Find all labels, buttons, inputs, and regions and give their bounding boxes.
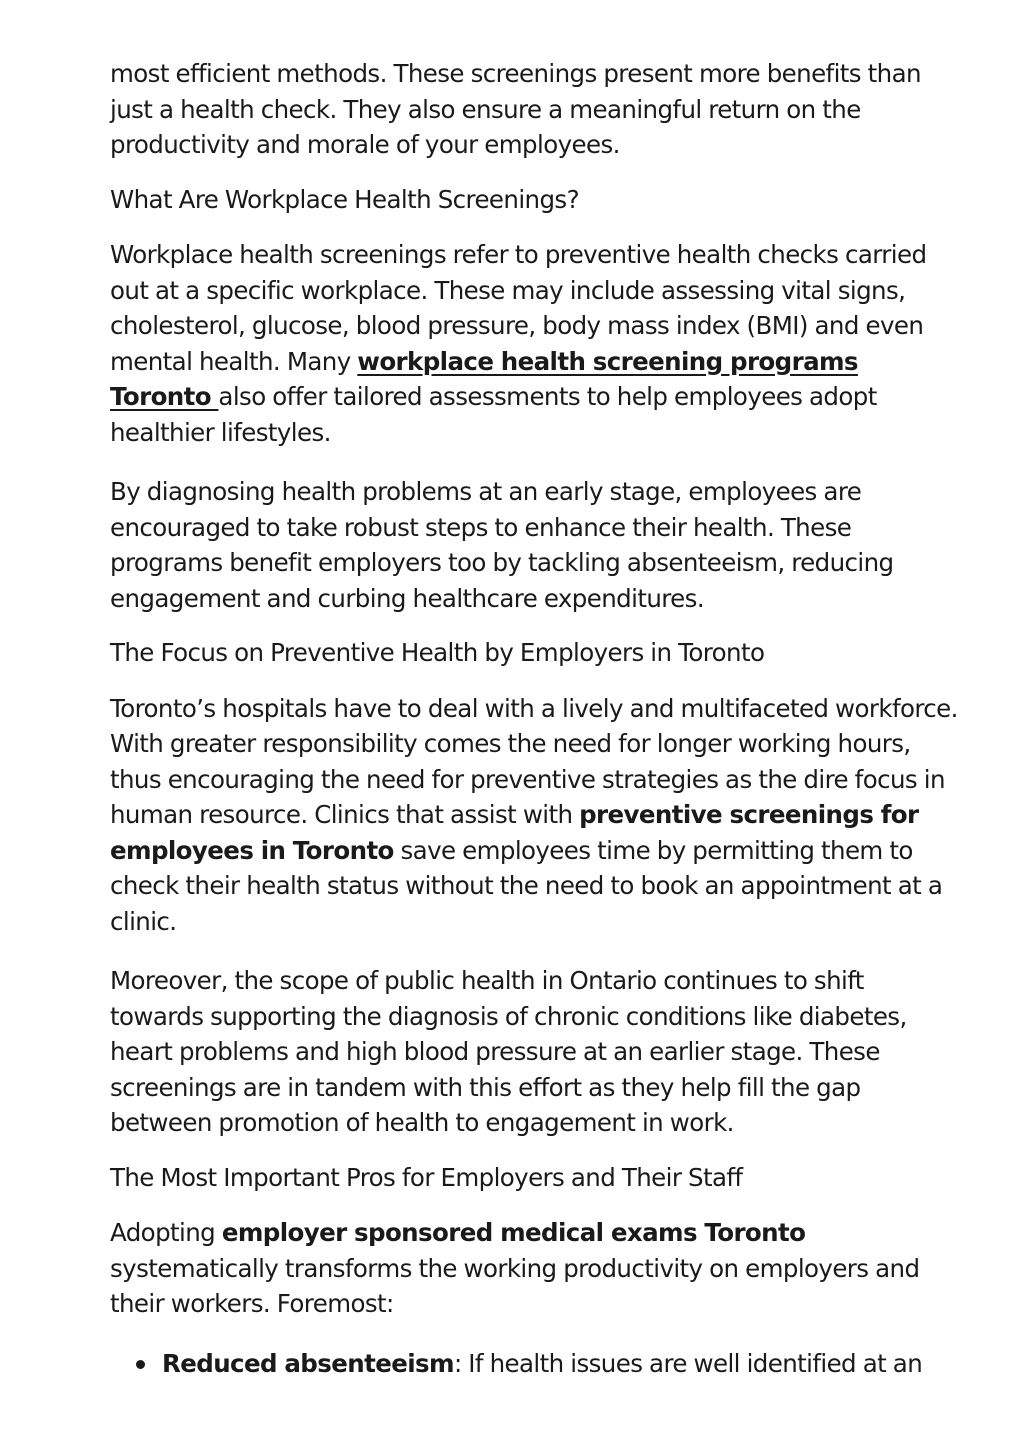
bullet-icon (136, 1360, 145, 1369)
pros-list (110, 1346, 960, 1382)
section-heading-important-pros: The Most Important Pros for Employers and Their Staff (110, 1162, 743, 1192)
paragraph-text: Adopting (110, 1218, 222, 1247)
paragraph-text: also offer tailored assessments to help employees adopt healthier lifestyles. (110, 382, 877, 447)
paragraph-early-diagnosis: By diagnosing health problems at an early stage, employees are encouraged to take robust steps to enhance their health. These programs benefit employers too by tackling absenteeism, reducing engagement and curbing healthcare expenditures. (110, 477, 894, 613)
paragraph-text: systematically transforms the working productivity on employers and their workers. Foremost: (110, 1253, 920, 1318)
bold-phrase-employer-exams: employer sponsored medical exams Toronto (221, 1218, 806, 1247)
document-body (110, 56, 960, 1381)
section-heading-preventive-focus: The Focus on Preventive Health by Employers in Toronto (110, 638, 765, 667)
intro-paragraph: most efficient methods. These screenings present more benefits than just a health check. They also ensure a meaningful return on the productivity and morale of your employees. (110, 59, 921, 159)
workplace-screening-programs-link[interactable]: workplace health screening programs Toronto (110, 346, 858, 411)
bold-phrase-preventive-screenings: preventive screenings for employees in Toronto (110, 800, 919, 865)
list-item-text: : If health issues are well identified at an (453, 1348, 923, 1378)
paragraph-text: save employees time by permitting them to check their health status without the need to book an appointment at a clinic. (110, 835, 943, 936)
paragraph-text: Toronto’s hospitals have to deal with a lively and multifaceted workforce. With greater responsibility comes the need for longer working hours, thus encouraging the need for preventive strategies as the dire focus in human resource. Clinics that assist with (110, 693, 958, 829)
paragraph-toronto-hospitals (110, 691, 960, 940)
list-item (110, 1346, 960, 1382)
section-heading-what-are-screenings: What Are Workplace Health Screenings? (110, 184, 579, 214)
paragraph-public-health-ontario: Moreover, the scope of public health in Ontario continues to shift towards supporting the diagnosis of chronic conditions like diabetes, heart problems and high blood pressure at an earlier stage. These screenings are in tandem with this effort as they help fill the gap between promotion of health to engagement in work. (110, 966, 907, 1137)
list-item-title: Reduced absenteeism (162, 1348, 454, 1378)
paragraph-text: Workplace health screenings refer to preventive health checks carried out at a specific workplace. These may include assessing vital signs, cholesterol, glucose, blood pressure, body mass index (BMI) and even mental health. Many (110, 240, 927, 376)
paragraph-screenings-definition (110, 237, 960, 450)
paragraph-employer-exams (110, 1215, 960, 1322)
